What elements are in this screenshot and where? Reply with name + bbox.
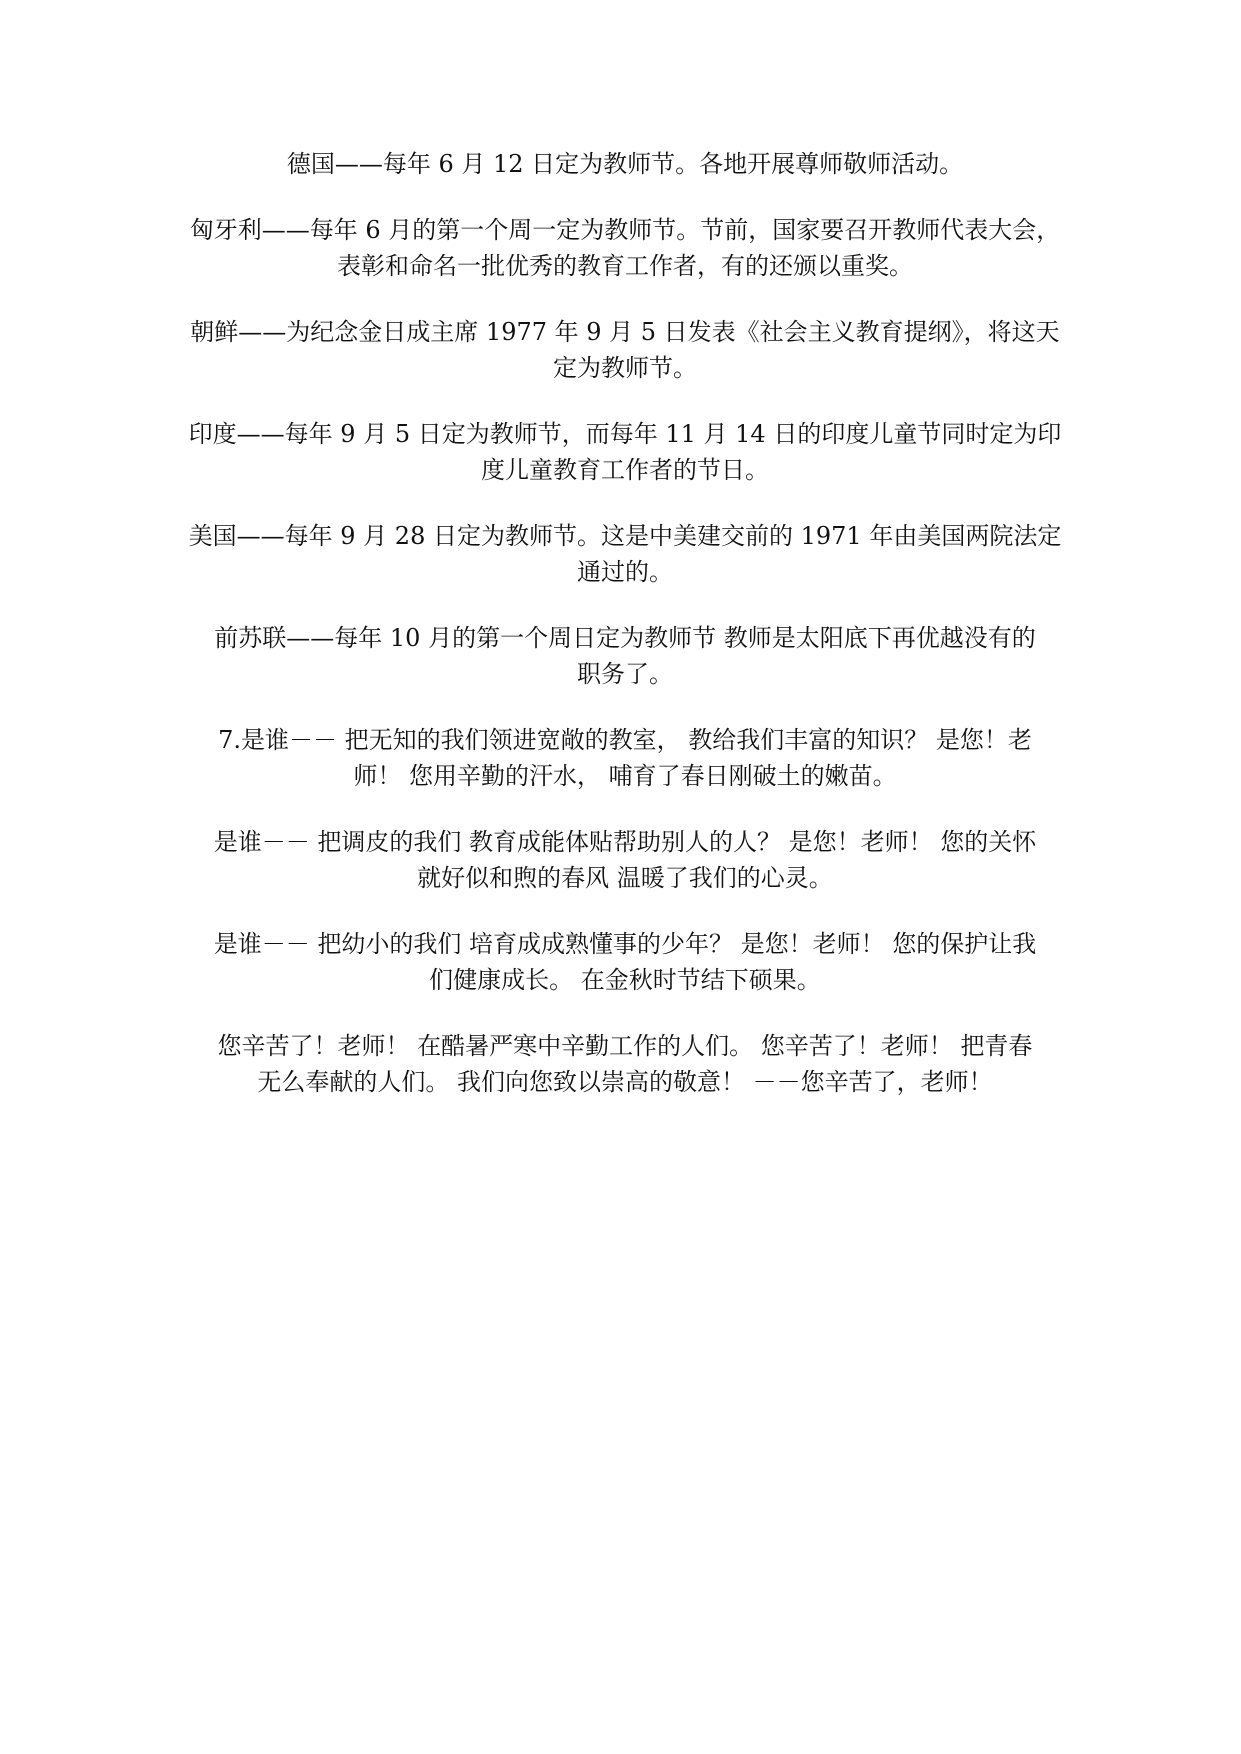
text-line: 职务了。 (577, 660, 673, 688)
text-line: 师！ 您用辛勤的汗水， 哺育了春日刚破土的嫩苗。 (353, 762, 897, 790)
text-line: 印度——每年 9 月 5 日定为教师节，而每年 11 月 14 日的印度儿童节同时定为印 (188, 420, 1062, 448)
text-line: 匈牙利——每年 6 月的第一个周一定为教师节。节前，国家要召开教师代表大会， (189, 216, 1061, 244)
paragraph-tribute-3 (185, 926, 1065, 998)
document-body (185, 146, 1065, 1130)
text-line: 德国——每年 6 月 12 日定为教师节。各地开展尊师敬师活动。 (286, 150, 964, 178)
paragraph-usa (185, 518, 1065, 590)
paragraph-germany (185, 146, 1065, 182)
paragraph-closing (185, 1028, 1065, 1100)
text-line: 就好似和煦的春风 温暖了我们的心灵。 (417, 864, 833, 892)
paragraph-north-korea (185, 314, 1065, 386)
text-line: 您辛苦了！老师！ 在酷暑严寒中辛勤工作的人们。 您辛苦了！老师！ 把青春 (217, 1032, 1033, 1060)
paragraph-soviet-union (185, 620, 1065, 692)
paragraph-tribute-2 (185, 824, 1065, 896)
text-line: 们健康成长。 在金秋时节结下硕果。 (429, 966, 821, 994)
paragraph-tribute-1 (185, 722, 1065, 794)
text-line: 前苏联——每年 10 月的第一个周日定为教师节 教师是太阳底下再优越没有的 (214, 624, 1036, 652)
text-line: 朝鲜——为纪念金日成主席 1977 年 9 月 5 日发表《社会主义教育提纲》，将这天 (190, 318, 1060, 346)
text-line: 7.是谁－－ 把无知的我们领进宽敞的教室， 教给我们丰富的知识？ 是您！老 (218, 726, 1032, 754)
text-line: 定为教师节。 (553, 354, 697, 382)
text-line: 表彰和命名一批优秀的教育工作者，有的还颁以重奖。 (337, 252, 913, 280)
text-line: 无么奉献的人们。 我们向您致以崇高的敬意！ －－您辛苦了，老师！ (257, 1068, 993, 1096)
text-line: 美国——每年 9 月 28 日定为教师节。这是中美建交前的 1971 年由美国两院法定 (188, 522, 1062, 550)
paragraph-hungary (185, 212, 1065, 284)
text-line: 通过的。 (577, 558, 673, 586)
text-line: 是谁－－ 把幼小的我们 培育成成熟懂事的少年？ 是您！老师！ 您的保护让我 (213, 930, 1037, 958)
text-line: 是谁－－ 把调皮的我们 教育成能体贴帮助别人的人？ 是您！老师！ 您的关怀 (213, 828, 1037, 856)
paragraph-india (185, 416, 1065, 488)
text-line: 度儿童教育工作者的节日。 (481, 456, 769, 484)
